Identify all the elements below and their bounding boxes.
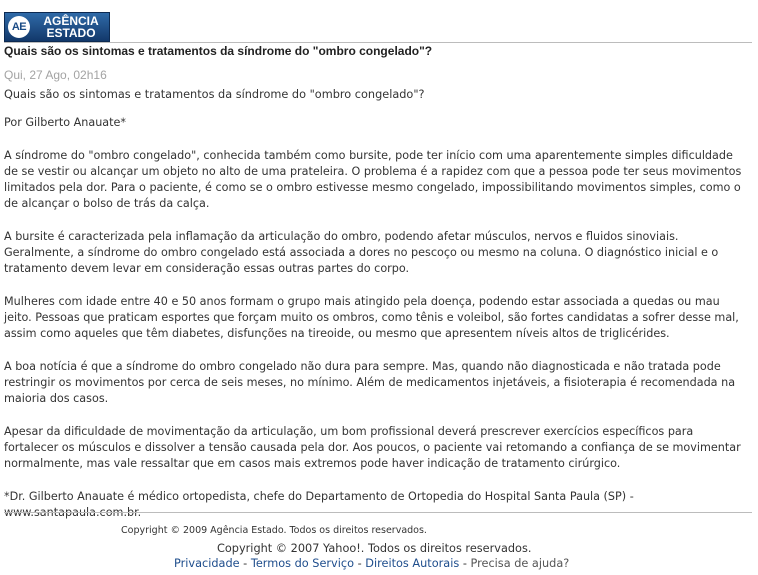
article-paragraph: A síndrome do "ombro congelado", conhecida também como bursite, pode ter início com uma aparentemente simples dificuldade de se vestir ou alcançar um objeto no alto de uma prateleira. O problema é a rapidez com que a pessoa pode ter seus movimentos limitados pela dor. Para o paciente, é como se o ombro estivesse mesmo congelado, impossibilitando movimentos simples, como o de alcançar o bolso de trás da calça.: [4, 149, 742, 210]
footer-divider: [4, 512, 752, 513]
terms-link[interactable]: Termos do Serviço: [250, 557, 354, 570]
agencia-estado-logo[interactable]: [4, 12, 110, 42]
footer-links: [174, 557, 569, 570]
ae-logo-mark: AE: [8, 16, 30, 38]
article-body: [4, 115, 750, 538]
separator: -: [354, 557, 366, 570]
article-paragraph: Mulheres com idade entre 40 e 50 anos formam o grupo mais atingido pela doença, podendo estar associada a quedas ou mau jeito. Pessoas que praticam esportes que forçam muito os ombros, como tênis e voleibol, são fortes candidatas a sofrer desse mal, assim como aqueles que têm diabetes, disfunções na tireoide, ou mesmo que apresentem níveis altos de triglicérides.: [4, 295, 739, 340]
header-bar: [4, 10, 752, 43]
article-paragraph: Apesar da dificuldade de movimentação da articulação, um bom profissional deverá prescrever exercícios específicos para fortalecer os músculos e dissolver a tensão causada pela dor. Aos poucos, o paciente vai retomando a confiança de se movimentar normalmente, mas vale ressaltar que em casos mais extremos pode haver indicação de tratamento cirúrgico.: [4, 425, 741, 470]
copyright-yahoo: Copyright © 2007 Yahoo!. Todos os direitos reservados.: [217, 542, 532, 555]
article-headline: Quais são os sintomas e tratamentos da síndrome do "ombro congelado"?: [4, 44, 433, 58]
privacy-link[interactable]: Privacidade: [174, 557, 240, 570]
separator: -: [239, 557, 251, 570]
logo-line-1: AGÊNCIA: [43, 14, 99, 28]
copyright-link[interactable]: Direitos Autorais: [365, 557, 460, 570]
article-paragraph: A boa notícia é que a síndrome do ombro congelado não dura para sempre. Mas, quando não diagnosticada e não tratada pode restringir os movimentos por cerca de seis meses, no mínimo. Além de medicamentos injetáveis, a fisioterapia é recomendada na maioria dos casos.: [4, 360, 736, 405]
logo-wordmark: [33, 15, 109, 39]
article-subtitle: Quais são os sintomas e tratamentos da síndrome do "ombro congelado"?: [4, 88, 425, 101]
logo-line-2: ESTADO: [46, 26, 96, 40]
article-paragraph: A bursite é caracterizada pela inflamação da articulação do ombro, podendo afetar músculos, nervos e fluidos sinoviais. Geralmente, a síndrome do ombro congelado está associada a dores no pescoço ou mesmo na coluna. O diagnóstico inicial e o tratamento devem levar em consideração essas outras partes do corpo.: [4, 230, 719, 275]
article-page: [4, 10, 752, 570]
article-byline: Por Gilberto Anauate*: [4, 116, 127, 129]
author-note: *Dr. Gilberto Anauate é médico ortopedista, chefe do Departamento de Ortopedia do Hospital Santa Paula (SP) - www.santapaula.com.br.: [4, 490, 634, 519]
help-link[interactable]: Precisa de ajuda?: [470, 557, 570, 570]
separator: -: [459, 557, 471, 570]
article-date: Qui, 27 Ago, 02h16: [4, 68, 107, 82]
copyright-agencia-estado: Copyright © 2009 Agência Estado. Todos os direitos reservados.: [121, 525, 427, 536]
